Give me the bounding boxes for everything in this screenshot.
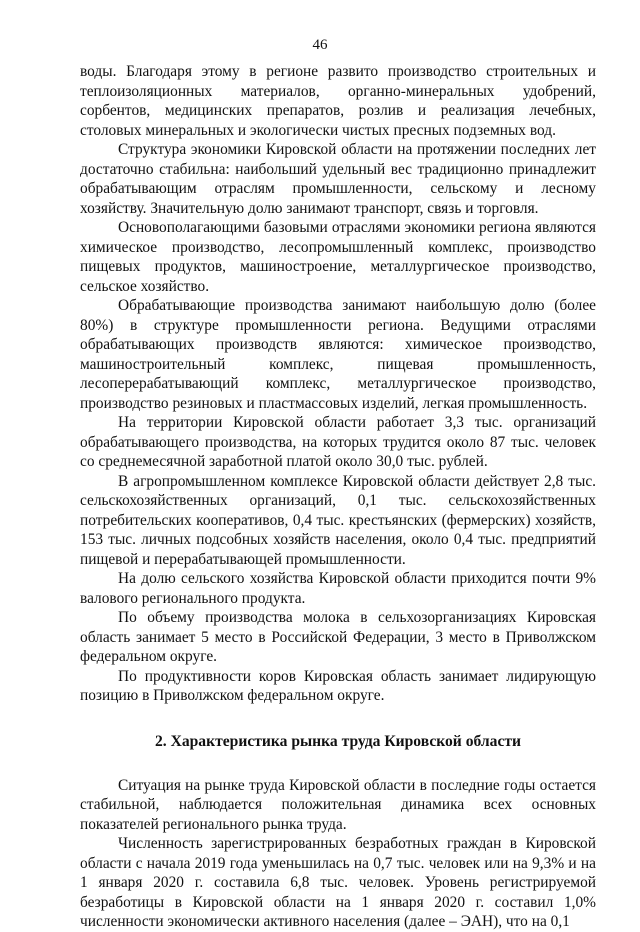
paragraph: Основополагающими базовыми отраслями экономики региона являются химическое производство, лесопромышленный комплекс, производство пищевых продуктов, машиностроение, металлургическое производство, сельское хозяйство.	[80, 219, 596, 295]
page-number: 46	[312, 37, 328, 53]
section-heading: 2. Характеристика рынка труда Кировской области	[154, 732, 522, 750]
paragraph: Ситуация на рынке труда Кировской области в последние годы остается стабильной, наблюдается положительная динамика всех основных показателей регионального рынка труда.	[80, 776, 596, 833]
paragraph: Структура экономики Кировской области на протяжении последних лет достаточно стабильна: наибольший удельный вес традиционно принадлежит обрабатывающим отраслям промышленности, сельскому и лесному хозяйству. Значительную долю занимают транспорт, связь и торговля.	[80, 141, 596, 217]
paragraph: По объему производства молока в сельхозорганизациях Кировская область занимает 5 место в Российской Федерации, 3 место в Приволжском федеральном округе.	[80, 609, 596, 665]
paragraph: Обрабатывающие производства занимают наибольшую долю (более 80%) в структуре промышленности региона. Ведущими отраслями обрабатывающих производств являются: химическое производство, машиностроительный комплекс, пищевая промышленность, лесоперерабатывающий комплекс, металлургическое производство, производство резиновых и пластмассовых изделий, легкая промышленность.	[80, 297, 596, 412]
page-content	[80, 62, 596, 932]
paragraph: В агропромышленном комплексе Кировской области действует 2,8 тыс. сельскохозяйственных организаций, 0,1 тыс. сельскохозяйственных потребительских кооперативов, 0,4 тыс. крестьянских (фермерских) хозяйств, 153 тыс. личных подсобных хозяйств населения, около 0,4 тыс. предприятий пищевой и перерабатывающей промышленности.	[80, 472, 596, 568]
paragraph: воды. Благодаря этому в регионе развито производство строительных и теплоизоляционных материалов, органно-минеральных удобрений, сорбентов, медицинских препаратов, розлив и реализация лечебных, столовых минеральных и экологически чистых пресных подземных вод.	[80, 63, 596, 139]
paragraph: Численность зарегистрированных безработных граждан в Кировской области с начала 2019 года уменьшилась на 0,7 тыс. человек или на 9,3% и на 1 января 2020 г. составила 6,8 тыс. человек. Уровень регистрируемой безработицы в Кировской области на 1 января 2020 г. составил 1,0% численности экономически активного населения (далее – ЭАН), что на 0,1	[80, 835, 596, 930]
paragraph: На территории Кировской области работает 3,3 тыс. организаций обрабатывающего производства, на которых трудится около 87 тыс. человек со среднемесячной заработной платой около 30,0 тыс. рублей.	[80, 414, 596, 470]
paragraph: На долю сельского хозяйства Кировской области приходится почти 9% валового регионального продукта.	[80, 570, 596, 607]
paragraph: По продуктивности коров Кировская область занимает лидирующую позицию в Приволжском федеральном округе.	[80, 667, 596, 704]
